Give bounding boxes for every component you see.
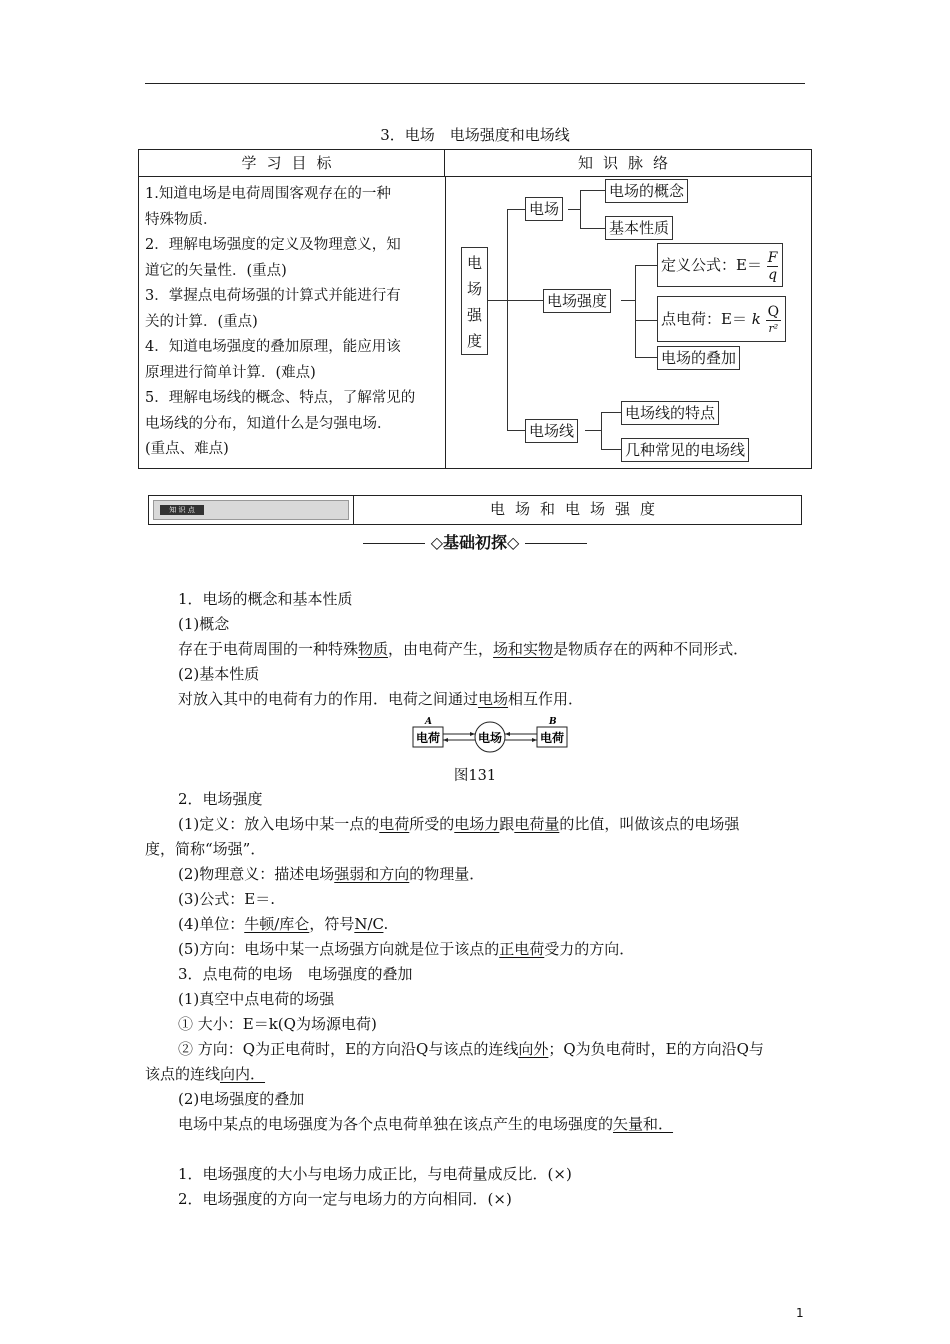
left-charge-label: 电荷 [416,731,441,745]
map-connector [580,228,605,229]
map-connector [580,190,581,228]
definition-numerator: F [767,249,778,266]
map-connector [635,265,657,266]
arrow-head [505,732,510,736]
objective-line: 4．知道电场强度的叠加原理，能应用该 [145,339,401,355]
map-connector [635,357,657,358]
map-connector [488,300,507,301]
objectives-table [138,149,812,469]
paragraph-line: (5)方向：电场中某一点场强方向就是位于该点的正电荷受力的方向． [178,940,635,958]
paragraph-line: (2)物理意义：描述电场强弱和方向的物理量． [178,865,485,883]
objectives-header: 学习目标 [139,150,445,177]
section-1-2-heading: (2)基本性质 [178,665,260,683]
sub-heading: ◇基础初探◇ [0,530,950,553]
objective-line: 道它的矢量性．(重点) [145,262,287,279]
map-connector [601,412,602,449]
section-1-1-heading: (1)概念 [178,615,230,633]
arrow-head [470,732,475,736]
point-denominator: r² [768,321,779,335]
arrow-head [532,738,537,742]
section-title: 电场和电场强度 [489,500,665,518]
map-connector [585,430,601,431]
map-root: 电场强度 [461,247,488,355]
map-connector [621,300,635,301]
map-node-definition: 定义公式：E＝ $\frac{F}{q}$ [657,243,783,287]
knowledge-point-tag [153,500,349,520]
map-node-superposition: 电场的叠加 [657,346,740,370]
objective-line: 5．理解电场线的概念、特点，了解常见的 [145,390,416,406]
page-number: 1 [796,1306,804,1320]
page-title: 3．电场 电场强度和电场线 [380,126,570,144]
map-connector [507,209,508,430]
map-node-field-concept: 电场的概念 [605,179,688,203]
map-node-lines-feature: 电场线的特点 [621,401,719,425]
definition-denominator: q [768,266,778,283]
figure-label-a: A [425,717,432,727]
arrow-head [443,738,448,742]
knowledge-point-label: 知 识 点 [160,505,204,515]
paragraph-line: (3)公式：E＝. [178,890,275,908]
map-connector [580,190,605,191]
paragraph-line: ② 方向：Q为正电荷时，E的方向沿Q与该点的连线向外；Q为负电荷时，E的方向沿Q与 [178,1040,764,1058]
paragraph-line: 存在于电荷周围的一种特殊物质，由电荷产生，场和实物是物质存在的两种不同形式． [178,640,749,658]
map-node-field: 电场 [525,197,563,221]
objective-line: 1.知道电场是电荷周围客观存在的一种 [145,186,391,202]
objective-line: (重点、难点) [145,441,229,457]
knowledge-map-header: 知识脉络 [445,150,811,177]
objective-line: 特殊物质． [145,211,218,228]
paragraph-line: 对放入其中的电荷有力的作用．电荷之间通过电场相互作用． [178,690,584,708]
point-numerator: Q [767,303,780,320]
right-charge-label: 电荷 [540,731,565,745]
map-connector [635,265,636,357]
figure-diagram [412,717,568,753]
map-connector [568,209,580,210]
paragraph-line: ① 大小：E＝k(Q为场源电荷) [178,1015,377,1033]
section-3-1-heading: (1)真空中点电荷的场强 [178,990,335,1008]
judgement-item: 2．电场强度的方向一定与电场力的方向相同．(×) [178,1190,512,1208]
field-label: 电场 [478,731,503,745]
section-3-2-heading: (2)电场强度的叠加 [178,1090,305,1108]
objective-line: 电场线的分布，知道什么是匀强电场． [145,415,392,432]
objectives-list [145,182,441,463]
column-divider [445,177,446,468]
section-3-title: 3．点电荷的电场 电场强度的叠加 [178,965,413,983]
paragraph-line: (1)定义：放入电场中某一点的电荷所受的电场力跟电荷量的比值，叫做该点的电场强 [178,815,740,833]
objective-line: 3．掌握点电荷场强的计算式并能进行有 [145,288,401,304]
section-1-title: 1．电场的概念和基本性质 [178,590,353,608]
objective-line: 原理进行简单计算．(难点) [145,364,316,381]
map-node-lines: 电场线 [525,419,578,443]
figure-label-b: B [549,717,557,727]
section-2-title: 2．电场强度 [178,790,263,808]
map-node-lines-common: 几种常见的电场线 [621,438,749,462]
map-connector [601,412,621,413]
map-connector [507,300,543,301]
map-node-intensity: 电场强度 [543,289,611,313]
judgement-item: 1．电场强度的大小与电场力成正比，与电荷量成反比．(×) [178,1165,572,1183]
figure-caption: 图131 [453,768,497,784]
paragraph-line: 电场中某点的电场强度为各个点电荷单独在该点产生的电场强度的矢量和． [178,1115,674,1133]
map-node-field-property: 基本性质 [605,216,673,240]
figure-charge-field [412,717,568,753]
map-connector [507,209,525,210]
map-connector [507,430,525,431]
paragraph-line: 度，简称“场强”． [145,840,266,858]
map-connector [635,320,657,321]
objective-line: 2．理解电场强度的定义及物理意义，知 [145,237,401,253]
section-banner [148,495,802,525]
map-connector [601,449,621,450]
objective-line: 关的计算．(重点) [145,313,258,330]
header-rule [145,83,805,84]
paragraph-line: 该点的连线向内． [145,1065,266,1083]
map-node-point-charge: 点电荷：E＝ k Q r² [657,296,786,342]
paragraph-line: (4)单位：牛顿/库仑，符号N/C. [178,915,389,933]
